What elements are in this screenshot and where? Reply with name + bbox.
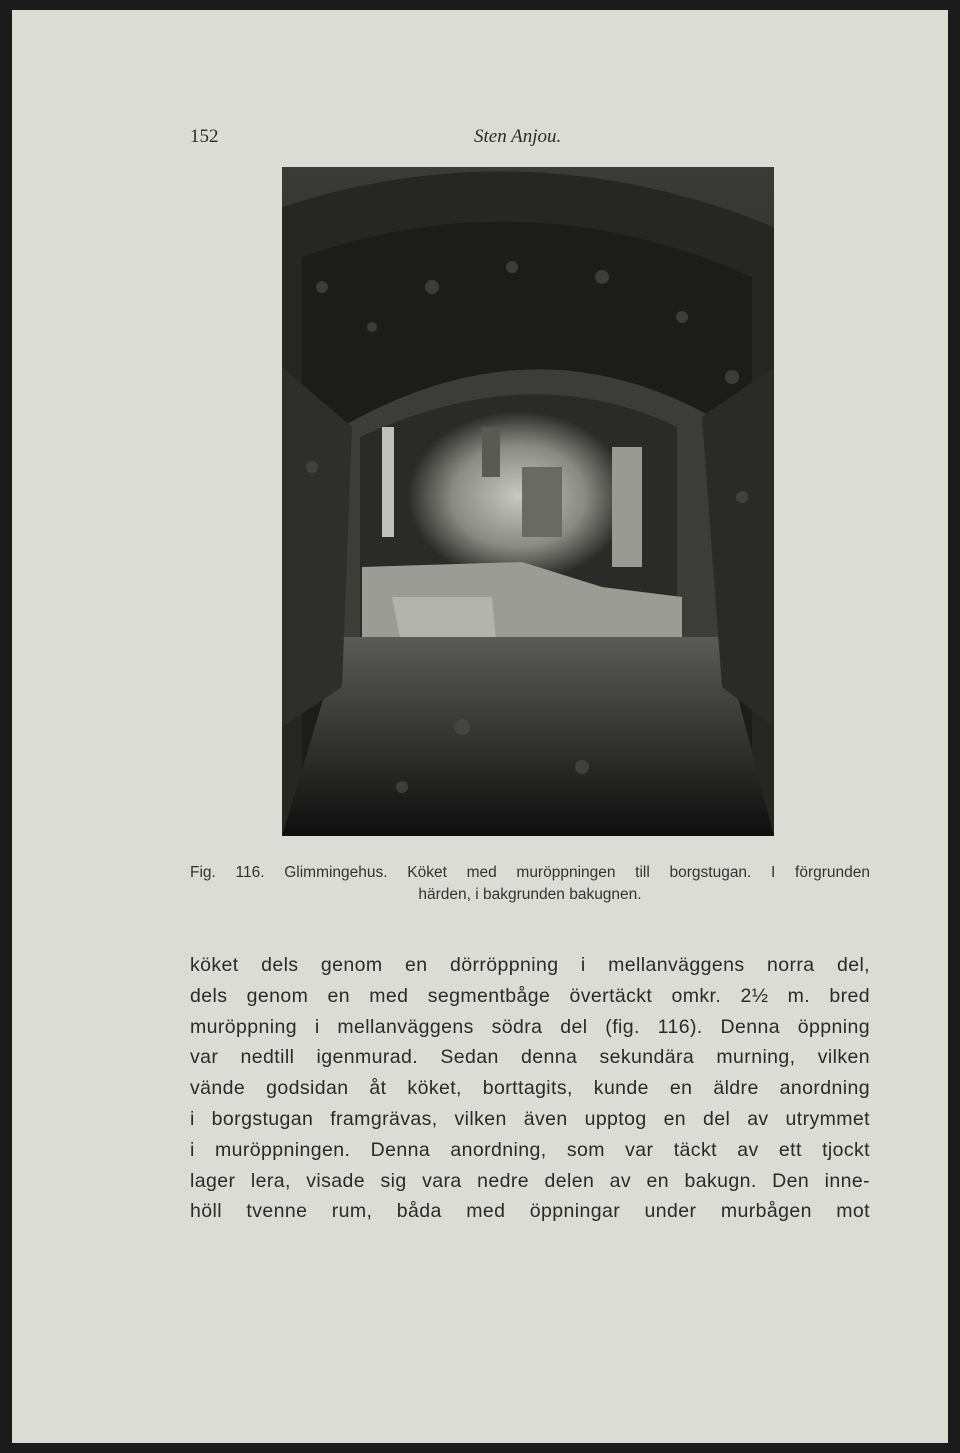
book-page [12, 10, 948, 1443]
body-paragraph [190, 950, 870, 1227]
text-line: lager lera, visade sig vara nedre delen av en bakugn. Den inne- [190, 1169, 870, 1192]
caption-line: Fig. 116. Glimmingehus. Köket med muröppningen till borgstugan. I förgrunden [190, 864, 870, 881]
text-line: i borgstugan framgrävas, vilken även upptog en del av utrymmet [190, 1107, 870, 1130]
text-line: muröppning i mellanväggens södra del (fig. 116). Denna öppning [190, 1015, 870, 1038]
text-line: var nedtill igenmurad. Sedan denna sekundära murning, vilken [190, 1046, 870, 1069]
text-line: dels genom en med segmentbåge övertäckt omkr. 2½ m. bred [190, 984, 870, 1007]
text-line: vände godsidan åt köket, borttagits, kunde en äldre anordning [190, 1077, 870, 1100]
caption-line: härden, i bakgrunden bakugnen. [418, 886, 642, 903]
running-head: Sten Anjou. [474, 126, 562, 147]
text-line: höll tvenne rum, båda med öppningar under murbågen mot [190, 1200, 870, 1223]
photo-illustration [282, 167, 774, 836]
text-line: i muröppningen. Denna anordning, som var täckt av ett tjockt [190, 1138, 870, 1161]
text-line: köket dels genom en dörröppning i mellanväggens norra del, [190, 954, 870, 976]
kitchen-photograph [282, 167, 774, 836]
page-number: 152 [190, 126, 219, 147]
figure-caption [190, 862, 870, 906]
